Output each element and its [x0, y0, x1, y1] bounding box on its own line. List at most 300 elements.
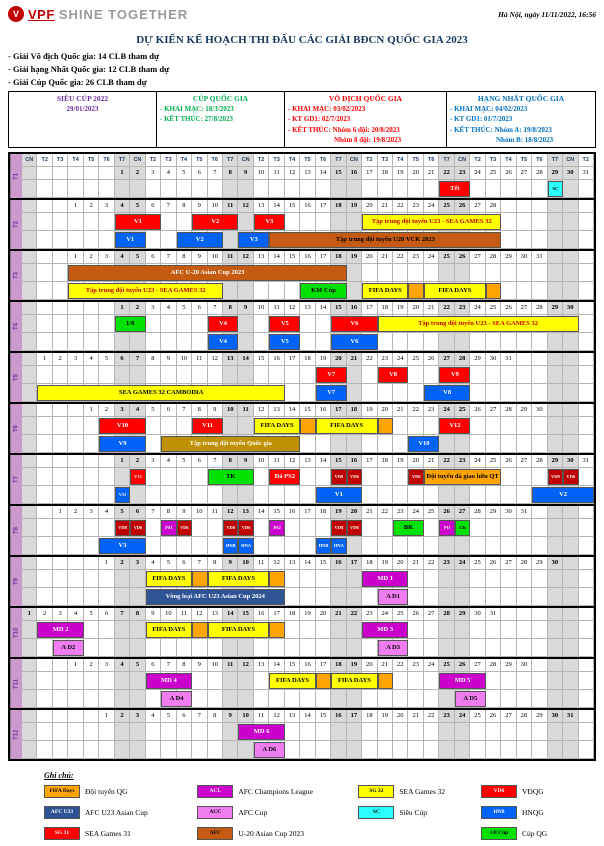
schedule-cell [192, 537, 207, 555]
schedule-cell [115, 639, 130, 657]
schedule-cell [517, 264, 532, 282]
schedule-cell [563, 621, 578, 639]
date-cell: 5 [177, 455, 192, 468]
vpf-logo [8, 6, 188, 22]
date-cell: 29 [501, 659, 516, 672]
date-cell: 9 [177, 506, 192, 519]
month-label: T5 [10, 353, 22, 402]
date-cell: 26 [424, 353, 439, 366]
schedule-cell [68, 741, 83, 759]
date-cell: 11 [208, 506, 223, 519]
event-v9: V9 [99, 436, 145, 452]
schedule-cell [316, 180, 331, 198]
schedule-cell [192, 672, 207, 690]
date-cell [563, 557, 578, 570]
date-cell: 5 [177, 302, 192, 315]
date-cell [68, 455, 83, 468]
month-label: T9 [10, 557, 22, 606]
schedule-cell [424, 519, 439, 537]
date-cell: 15 [316, 557, 331, 570]
schedule-cell [501, 519, 516, 537]
schedule-cell [486, 741, 501, 759]
date-cell: 19 [378, 710, 393, 723]
legend-item-fifa-days [44, 785, 197, 798]
date-cell [84, 455, 99, 468]
schedule-cell [532, 690, 547, 708]
schedule-cell [347, 621, 362, 639]
schedule-cell [269, 639, 284, 657]
date-cell [53, 404, 68, 417]
date-cell: 7 [161, 659, 176, 672]
date-cell [579, 506, 594, 519]
schedule-cell [177, 417, 192, 435]
schedule-cell [548, 282, 563, 300]
date-cell: 9 [161, 353, 176, 366]
schedule-cell [68, 213, 83, 231]
info-box-line: - KT GD1: 02/7/2023 [288, 115, 351, 124]
date-cell: 29 [548, 302, 563, 315]
date-cell: 16 [300, 200, 315, 213]
date-cell [37, 404, 52, 417]
date-cell: 18 [300, 353, 315, 366]
info-box-line: - KHAI MẠC: 04/02/2023 [450, 105, 528, 114]
date-cell: 24 [393, 353, 408, 366]
date-cell: 23 [455, 302, 470, 315]
event-v4: V4 [208, 334, 239, 350]
date-cell: 28 [517, 710, 532, 723]
date-cell: 25 [439, 251, 454, 264]
schedule-cell [548, 621, 563, 639]
schedule-cell [579, 282, 594, 300]
date-cell: 20 [378, 404, 393, 417]
schedule-cell [347, 723, 362, 741]
date-cell: 21 [378, 251, 393, 264]
schedule-cell [501, 468, 516, 486]
date-cell: 14 [316, 302, 331, 315]
date-cell: 21 [424, 167, 439, 180]
schedule-cell [501, 690, 516, 708]
day-name-cell: T2 [37, 154, 52, 167]
schedule-cell [486, 621, 501, 639]
date-cell: 11 [223, 251, 238, 264]
date-cell: 20 [362, 200, 377, 213]
schedule-cell [486, 333, 501, 351]
schedule-cell [579, 231, 594, 249]
schedule-cell [563, 282, 578, 300]
schedule-cell [424, 672, 439, 690]
schedule-cell [84, 417, 99, 435]
schedule-cell [115, 333, 130, 351]
schedule-cell [424, 570, 439, 588]
schedule-cell [68, 231, 83, 249]
date-cell [563, 353, 578, 366]
schedule-cell [68, 417, 83, 435]
schedule-cell [548, 264, 563, 282]
date-cell: 12 [192, 608, 207, 621]
date-cell: 18 [362, 710, 377, 723]
schedule-cell [115, 723, 130, 741]
event-v11: V11 [115, 487, 130, 503]
schedule-cell [99, 315, 114, 333]
event-vd6: VD6 [177, 520, 192, 536]
date-cell: 25 [486, 302, 501, 315]
date-cell: 14 [316, 167, 331, 180]
schedule-cell [455, 537, 470, 555]
event-a-d3: A D3 [378, 640, 409, 656]
schedule-cell [408, 741, 423, 759]
date-cell: 4 [115, 251, 130, 264]
date-cell: 16 [300, 659, 315, 672]
date-cell: 23 [408, 200, 423, 213]
date-cell: 17 [331, 404, 346, 417]
schedule-cell [517, 282, 532, 300]
date-cell: 23 [424, 404, 439, 417]
legend-description: VĐQG [522, 786, 544, 796]
schedule-cell [161, 417, 176, 435]
schedule-cell [486, 486, 501, 504]
date-cell [84, 557, 99, 570]
schedule-cell [130, 639, 145, 657]
schedule-cell [68, 588, 83, 606]
schedule-cell [37, 213, 52, 231]
schedule-cell [208, 537, 223, 555]
event-hna: HNA [331, 538, 346, 554]
date-cell [22, 251, 37, 264]
schedule-cell [115, 621, 130, 639]
tournament-info-boxes [8, 91, 596, 148]
date-cell: 2 [115, 557, 130, 570]
day-name-cell: T2 [362, 154, 377, 167]
schedule-cell [470, 333, 485, 351]
schedule-cell [84, 231, 99, 249]
schedule-cell [501, 672, 516, 690]
schedule-cell [223, 723, 238, 741]
date-cell: 15 [331, 455, 346, 468]
schedule-cell [53, 570, 68, 588]
date-cell: 9 [192, 251, 207, 264]
event-fifa-days: FIFA DAYS [146, 622, 192, 638]
date-cell [517, 608, 532, 621]
date-cell: 11 [269, 167, 284, 180]
schedule-cell [532, 741, 547, 759]
date-cell: 24 [408, 506, 423, 519]
date-cell: 30 [517, 659, 532, 672]
event-v4: V4 [208, 316, 239, 332]
schedule-cell [316, 468, 331, 486]
schedule-cell [517, 213, 532, 231]
date-cell: 23 [362, 608, 377, 621]
schedule-cell [68, 435, 83, 453]
date-cell [579, 353, 594, 366]
schedule-cell [300, 384, 315, 402]
schedule-cell [408, 621, 423, 639]
event-t-p-trung-i-tuy-n-u23-sea-games-32: Tập trung đội tuyển U23 - SEA GAMES 32 [378, 316, 579, 332]
schedule-cell [378, 333, 393, 351]
legend-swatch: AFC U23 [44, 806, 80, 819]
schedule-cell [517, 384, 532, 402]
date-cell: 9 [223, 557, 238, 570]
schedule-cell [84, 435, 99, 453]
schedule-cell [378, 264, 393, 282]
schedule-cell [517, 468, 532, 486]
date-cell: 24 [378, 608, 393, 621]
date-cell: 21 [408, 557, 423, 570]
schedule-cell [22, 435, 37, 453]
event-md-2: MD 2 [37, 622, 83, 638]
month-label: T2 [10, 200, 22, 249]
legend-item-afc [197, 827, 358, 840]
schedule-cell [408, 672, 423, 690]
date-cell: 23 [378, 353, 393, 366]
schedule-cell [517, 570, 532, 588]
schedule-cell [548, 435, 563, 453]
schedule-cell [331, 435, 346, 453]
schedule-cell [37, 264, 52, 282]
date-cell: 11 [254, 710, 269, 723]
schedule-cell [37, 537, 52, 555]
legend-item-sg-31 [44, 827, 197, 840]
date-cell: 9 [192, 659, 207, 672]
date-cell: 23 [393, 506, 408, 519]
schedule-cell [22, 315, 37, 333]
schedule-cell [424, 366, 439, 384]
schedule-cell [146, 231, 161, 249]
schedule-cell [22, 417, 37, 435]
date-cell: 5 [130, 200, 145, 213]
date-cell: 14 [223, 608, 238, 621]
date-cell [99, 302, 114, 315]
schedule-cell [486, 417, 501, 435]
date-cell [579, 251, 594, 264]
schedule-cell [22, 588, 37, 606]
date-cell: 17 [347, 557, 362, 570]
date-cell: 8 [146, 353, 161, 366]
day-name-cell: T5 [300, 154, 315, 167]
schedule-cell [53, 672, 68, 690]
date-cell [37, 302, 52, 315]
date-cell: 10 [177, 353, 192, 366]
schedule-cell [470, 435, 485, 453]
month-row-t4 [10, 300, 594, 351]
date-cell: 22 [347, 608, 362, 621]
schedule-cell [501, 366, 516, 384]
schedule-cell [548, 690, 563, 708]
schedule-cell [238, 417, 253, 435]
event-md-6: MD 6 [238, 724, 284, 740]
event-orange-marker [378, 673, 393, 689]
event-orange-marker [378, 418, 393, 434]
legend-swatch: SC [358, 806, 394, 819]
schedule-cell [53, 741, 68, 759]
date-cell: 17 [362, 167, 377, 180]
schedule-cell [223, 486, 238, 504]
schedule-cell [470, 519, 485, 537]
schedule-cell [532, 180, 547, 198]
schedule-cell [22, 366, 37, 384]
date-cell: 25 [408, 353, 423, 366]
day-name-cell: CN [130, 154, 145, 167]
date-cell: 13 [254, 659, 269, 672]
date-cell: 8 [223, 455, 238, 468]
schedule-cell [223, 672, 238, 690]
schedule-cell [192, 486, 207, 504]
schedule-cell [408, 384, 423, 402]
date-cell: 30 [563, 167, 578, 180]
schedule-cell [22, 333, 37, 351]
legend-swatch: ACC [197, 806, 233, 819]
date-cell: 14 [254, 506, 269, 519]
schedule-cell [22, 570, 37, 588]
event-v12: V12 [439, 418, 470, 434]
event-orange-marker [269, 571, 284, 587]
schedule-cell [146, 468, 161, 486]
schedule-cell [347, 639, 362, 657]
schedule-cell [68, 486, 83, 504]
event-hnb: HNB [223, 538, 238, 554]
date-cell [579, 302, 594, 315]
schedule-cell [37, 315, 52, 333]
date-cell: 25 [439, 659, 454, 672]
date-cell [563, 251, 578, 264]
schedule-cell [579, 468, 594, 486]
date-cell: 10 [238, 710, 253, 723]
schedule-cell [455, 264, 470, 282]
schedule-cell [532, 417, 547, 435]
legend-item-acl [197, 785, 358, 798]
date-cell: 15 [285, 659, 300, 672]
date-cell: 20 [331, 353, 346, 366]
date-cell: 15 [331, 302, 346, 315]
schedule-cell [316, 690, 331, 708]
schedule-cell [501, 384, 516, 402]
schedule-cell [393, 384, 408, 402]
date-cell [22, 659, 37, 672]
event-md-4: MD 4 [146, 673, 192, 689]
day-name-cell: T6 [208, 154, 223, 167]
schedule-cell [455, 741, 470, 759]
schedule-cell [22, 468, 37, 486]
schedule-cell [37, 639, 52, 657]
event-md-3: MD 3 [362, 622, 408, 638]
day-name-cell: T4 [501, 154, 516, 167]
legend-description: SEA Games 31 [85, 828, 131, 838]
legend-description: U-20 Asian Cup 2023 [238, 828, 304, 838]
date-cell: 28 [455, 353, 470, 366]
date-cell: 3 [68, 353, 83, 366]
schedule-cell [37, 282, 52, 300]
schedule-cell [68, 333, 83, 351]
schedule-cell [84, 741, 99, 759]
schedule-cell [563, 333, 578, 351]
schedule-cell [254, 639, 269, 657]
month-row-t7 [10, 453, 594, 504]
date-cell: 28 [532, 302, 547, 315]
event-vd6: VD6 [408, 469, 423, 485]
schedule-cell [331, 570, 346, 588]
date-cell: 18 [362, 557, 377, 570]
schedule-cell [378, 519, 393, 537]
schedule-cell [316, 213, 331, 231]
legend-description: Đội tuyển QG [85, 786, 128, 796]
info-box-line: - KT GD1: 01/7/2023 [450, 115, 513, 124]
legend-swatch: HN8 [481, 806, 517, 819]
date-cell: 25 [486, 167, 501, 180]
day-name-cell: CN [22, 154, 37, 167]
date-cell: 3 [146, 455, 161, 468]
schedule-cell [362, 519, 377, 537]
event-ps2: PS2 [269, 520, 284, 536]
schedule-cell [362, 180, 377, 198]
date-cell: 8 [223, 167, 238, 180]
date-cell: 7 [161, 200, 176, 213]
event-a-d1: A D1 [378, 589, 409, 605]
date-cell: 17 [316, 200, 331, 213]
event-v8: V8 [424, 385, 470, 401]
schedule-cell [378, 435, 393, 453]
schedule-cell [115, 672, 130, 690]
date-cell: 6 [146, 251, 161, 264]
date-cell: 19 [362, 404, 377, 417]
date-cell: 8 [223, 302, 238, 315]
month-label: T12 [10, 710, 22, 759]
date-cell: 14 [285, 404, 300, 417]
month-row-t6 [10, 402, 594, 453]
date-cell: 9 [146, 608, 161, 621]
date-cell: 24 [424, 200, 439, 213]
date-cell: 22 [378, 506, 393, 519]
schedule-cell [362, 435, 377, 453]
schedule-cell [208, 741, 223, 759]
schedule-cell [501, 537, 516, 555]
schedule-cell [501, 570, 516, 588]
date-cell: 11 [269, 455, 284, 468]
schedule-cell [548, 384, 563, 402]
date-cell: 28 [532, 167, 547, 180]
date-cell: 17 [362, 455, 377, 468]
schedule-cell [300, 333, 315, 351]
day-name-cell: T6 [424, 154, 439, 167]
schedule-cell [300, 723, 315, 741]
schedule-cell [223, 741, 238, 759]
date-cell: 27 [486, 404, 501, 417]
schedule-cell [347, 435, 362, 453]
date-cell: 16 [254, 608, 269, 621]
schedule-cell [177, 366, 192, 384]
event-v8: V8 [378, 367, 409, 383]
legend-swatch: SG 31 [44, 827, 80, 840]
schedule-cell [393, 690, 408, 708]
date-cell [99, 167, 114, 180]
schedule-cell [362, 741, 377, 759]
date-cell [548, 608, 563, 621]
legend-item-acc [197, 806, 358, 819]
date-cell: 3 [146, 302, 161, 315]
legend-item-afc-u23 [44, 806, 197, 819]
day-name-cell: T7 [223, 154, 238, 167]
schedule-cell [254, 537, 269, 555]
date-cell: 18 [347, 404, 362, 417]
schedule-cell [548, 333, 563, 351]
date-cell [563, 506, 578, 519]
legend-description: AFC Champions League [238, 786, 313, 796]
date-cell [579, 557, 594, 570]
schedule-cell [37, 333, 52, 351]
schedule-cell [439, 537, 454, 555]
schedule-cell [177, 180, 192, 198]
schedule-cell [22, 639, 37, 657]
schedule-cell [486, 672, 501, 690]
date-cell: 4 [115, 200, 130, 213]
